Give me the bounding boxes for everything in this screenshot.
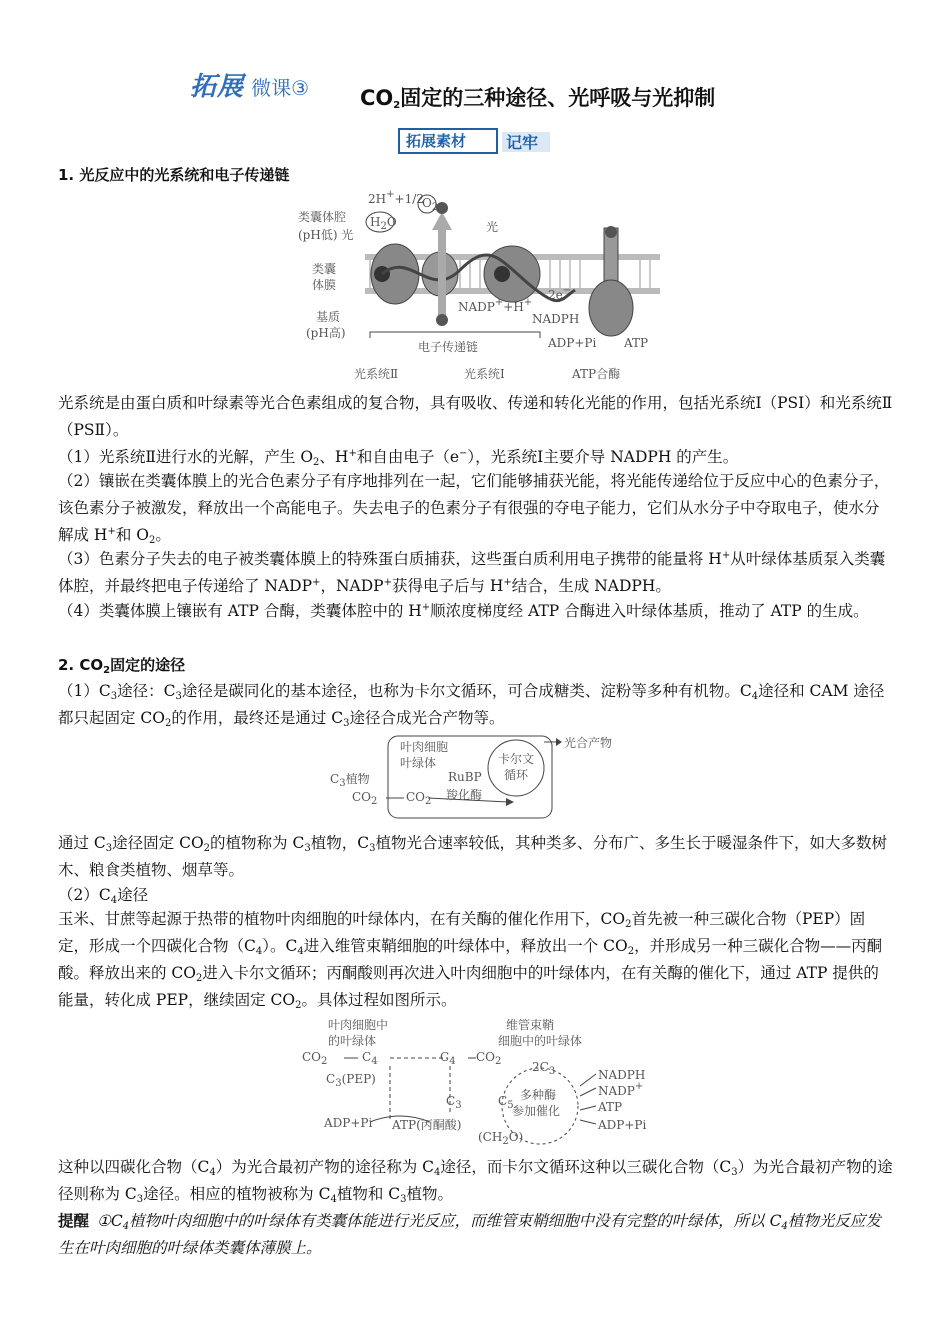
section1-heading: 1. 光反应中的光系统和电子传递链 bbox=[58, 166, 290, 184]
fig2-calvin-2: 循环 bbox=[504, 768, 529, 782]
fig2-rubp: RuBP bbox=[448, 770, 482, 784]
fig1-ps1: 光系统Ⅰ bbox=[464, 367, 505, 381]
fig1-h2o: $H_2O$ bbox=[370, 215, 397, 232]
fig3-enzyme-1: 多种酶 bbox=[520, 1088, 557, 1102]
fig3-co2-in: $CO_2$ bbox=[302, 1050, 328, 1067]
section2-heading: 2. $CO_2$固定的途径 bbox=[58, 656, 186, 676]
nadp-arrow bbox=[580, 1088, 596, 1096]
fig1-stroma-1: 基质 bbox=[316, 310, 341, 324]
fig1-atp-synthase: ATP合酶 bbox=[572, 367, 621, 381]
fig1-membrane-2: 体膜 bbox=[312, 278, 337, 292]
atp-arrow bbox=[580, 1106, 596, 1110]
adp-arrow bbox=[580, 1120, 596, 1124]
fig3-nadph: NADPH bbox=[598, 1068, 646, 1082]
c4-paragraph: 玉米、甘蔗等起源于热带的植物叶肉细胞的叶绿体内，在有关酶的催化作用下，$CO_2$首先被一种三碳化合物（PEP）固定，形成一个四碳化合物$(C_4)$。$C_4$进入维管束鞘细胞的叶绿体中，释放出一个 $CO_2$，并形成另一种三碳化合物——丙酮酸。释放出来的 $CO_2$进入卡尔文循环；丙酮酸则再次进入叶肉细胞中的叶绿体内，在有关酶的催化下，通过 ATP 提供的能量，转化成 PEP，继续固定 $CO_2$。具体过程如图所示。 bbox=[58, 910, 883, 1011]
fig1-o2: $O_2$ bbox=[422, 196, 439, 213]
section-tag bbox=[398, 128, 554, 154]
s1-paragraph-5: （4）类囊体膜上镶嵌有 ATP 合酶，类囊体腔中的 H+顺浓度梯度经 ATP 合酶进入叶绿体基质，推动了 ATP 的生成。 bbox=[58, 602, 869, 620]
fig3-c5: $C_5$ bbox=[498, 1094, 514, 1111]
fig2-chloroplast: 叶绿体 bbox=[400, 756, 437, 770]
s1-paragraph-3: （2）镶嵌在类囊体膜上的光合色素分子有序地排列在一起，它们能够捕获光能，将光能传递给位于反应中心的色素分子，该色素分子被激发，释放出一个高能电子。失去电子的色素分子有很强的夺电子能力，它们从水分子中夺取电子，使水分解成 H+和 $O_2$。 bbox=[58, 472, 890, 546]
fig1-membrane-1: 类囊 bbox=[312, 262, 337, 276]
atp-synthase-head bbox=[589, 280, 633, 336]
proton-pump-arrow bbox=[438, 228, 446, 320]
fig3-2c3: $2C_3$ bbox=[532, 1060, 556, 1077]
fig2-co2-in: $CO_2$ bbox=[406, 790, 432, 807]
fig2-product: 光合产物 bbox=[564, 736, 613, 750]
summary-paragraph: 这种以四碳化合物$(C_4)$为光合最初产物的途径称为 $C_4$途径，而卡尔文循环这种以三碳化合物$(C_3)$为光合最初产物的途径则称为 $C_3$途径。相应的植物被称为 $C_4$植物和 $C_3$植物。 bbox=[58, 1158, 893, 1205]
fig3-c4-b: $C_4$ bbox=[440, 1050, 456, 1067]
fig2-c3plant: $C_3$植物 bbox=[330, 772, 370, 789]
tip-label: 提醒 bbox=[58, 1212, 90, 1230]
figure-c3-pathway bbox=[328, 732, 628, 822]
tag-suffix: 记牢 bbox=[506, 133, 539, 152]
page-title: $CO_2$固定的三种途径、光呼吸与光抑制 bbox=[360, 86, 716, 111]
c3-plants: 通过 $C_3$途径固定 $CO_2$的植物称为 $C_3$植物，$C_3$植物光合速率较低，其种类多、分布广、多生长于暖湿条件下，如大多数树木、粮食类植物、烟草等。 bbox=[58, 834, 887, 879]
fixation-arrowhead bbox=[506, 798, 514, 806]
fig1-2e: 2e− bbox=[548, 285, 572, 302]
fig3-bundle-2: 细胞中的叶绿体 bbox=[498, 1034, 583, 1048]
fig3-ch2o: $(CH_2O)$ bbox=[478, 1130, 524, 1147]
fig1-water-split: 2H++1/2 bbox=[368, 189, 424, 206]
badge bbox=[190, 66, 309, 100]
fig2-carboxylase: 羧化酶 bbox=[446, 788, 483, 802]
proton-pump-arrowhead bbox=[432, 212, 452, 230]
fig3-c4-a: $C_4$ bbox=[362, 1050, 378, 1067]
s1-paragraph-1: 光系统是由蛋白质和叶绿素等光合色素组成的复合物，具有吸收、传递和转化光能的作用，包括光系统Ⅰ（PSI）和光系统Ⅱ（PSⅡ）。 bbox=[58, 394, 893, 439]
c4-heading: $(2)C_4$途径 bbox=[58, 886, 149, 906]
fig1-lumen-2: (pH低) 光 bbox=[298, 228, 354, 242]
fig3-c3-pyr: $C_3$ bbox=[446, 1094, 462, 1111]
fig2-co2-out: $CO_2$ bbox=[352, 790, 378, 807]
fig1-nadp: NADP++H+ bbox=[458, 297, 533, 314]
badge-brush: 拓展 bbox=[190, 72, 245, 102]
fig1-atp: ATP bbox=[624, 336, 649, 350]
fig1-stroma-2: (pH高) bbox=[306, 326, 346, 340]
ps1-center bbox=[494, 266, 510, 282]
fig3-nadp: NADP+ bbox=[598, 1081, 644, 1098]
fig2-mesophyll: 叶肉细胞 bbox=[400, 740, 449, 754]
hplus-bottom-marker bbox=[436, 314, 448, 326]
fig1-etc: 电子传递链 bbox=[418, 340, 479, 354]
fig3-bundle-1: 维管束鞘 bbox=[506, 1018, 555, 1032]
badge-text: 微课③ bbox=[251, 76, 310, 100]
tag-label: 拓展素材 bbox=[406, 132, 467, 150]
c3-intro: $(1)C_3$途径：$C_3$途径是碳同化的基本途径，也称为卡尔文循环，可合成糖类、淀粉等多种有机物。$C_4$途径和 CAM 途径都只起固定 $CO_2$的作用，最终还是通过 $C_3$途径合成光合产物等。 bbox=[58, 682, 885, 729]
fig3-co2-out: $CO_2$ bbox=[476, 1050, 502, 1067]
product-arrowhead bbox=[556, 738, 562, 746]
fig1-ps2: 光系统Ⅱ bbox=[354, 367, 399, 381]
s1-paragraph-2: （1）光系统Ⅱ进行水的光解，产生 $O_2$、H+和自由电子（e−），光系统Ⅰ主要介导 NADPH 的产生。 bbox=[58, 448, 739, 468]
fig3-adp2: ADP+Pi bbox=[598, 1118, 647, 1132]
fig3-atp-pyr: ATP(丙酮酸) bbox=[392, 1118, 462, 1132]
fig1-lumen-1: 类囊体腔 bbox=[298, 210, 347, 224]
figure-c4-pathway bbox=[300, 1014, 660, 1146]
s1-paragraph-4: （3）色素分子失去的电子被类囊体膜上的特殊蛋白质捕获，这些蛋白质利用电子携带的能量将 H+从叶绿体基质泵入类囊体腔，并最终把电子传递给了 NADP+，NADP+获得电子后与 H+结合，生成 NADPH。 bbox=[58, 550, 886, 595]
fig1-light: 光 bbox=[486, 220, 499, 234]
fig3-adp: ADP+Pi bbox=[324, 1116, 373, 1130]
fig3-atp: ATP bbox=[598, 1100, 623, 1114]
fig3-pep: $C_3(PEP)$ bbox=[326, 1072, 376, 1089]
atp-hplus-marker bbox=[605, 226, 617, 238]
fig3-enzyme-2: 参加催化 bbox=[512, 1104, 561, 1118]
tip-paragraph: 提醒 $①C_4$植物叶肉细胞中的叶绿体有类囊体能进行光反应，而维管束鞘细胞中没有完整的叶绿体，所以 $C_4$植物光反应发生在叶肉细胞的叶绿体类囊体薄膜上。 bbox=[58, 1212, 881, 1257]
nadph-arrow bbox=[580, 1074, 596, 1086]
fig1-adp: ADP+Pi bbox=[548, 336, 597, 350]
fig3-meso-2: 的叶绿体 bbox=[328, 1034, 377, 1048]
fig2-calvin-1: 卡尔文 bbox=[498, 752, 535, 766]
figure-photosystem bbox=[290, 190, 660, 385]
fig3-meso-1: 叶肉细胞中 bbox=[328, 1018, 389, 1032]
fig1-nadph: NADPH bbox=[532, 312, 580, 326]
